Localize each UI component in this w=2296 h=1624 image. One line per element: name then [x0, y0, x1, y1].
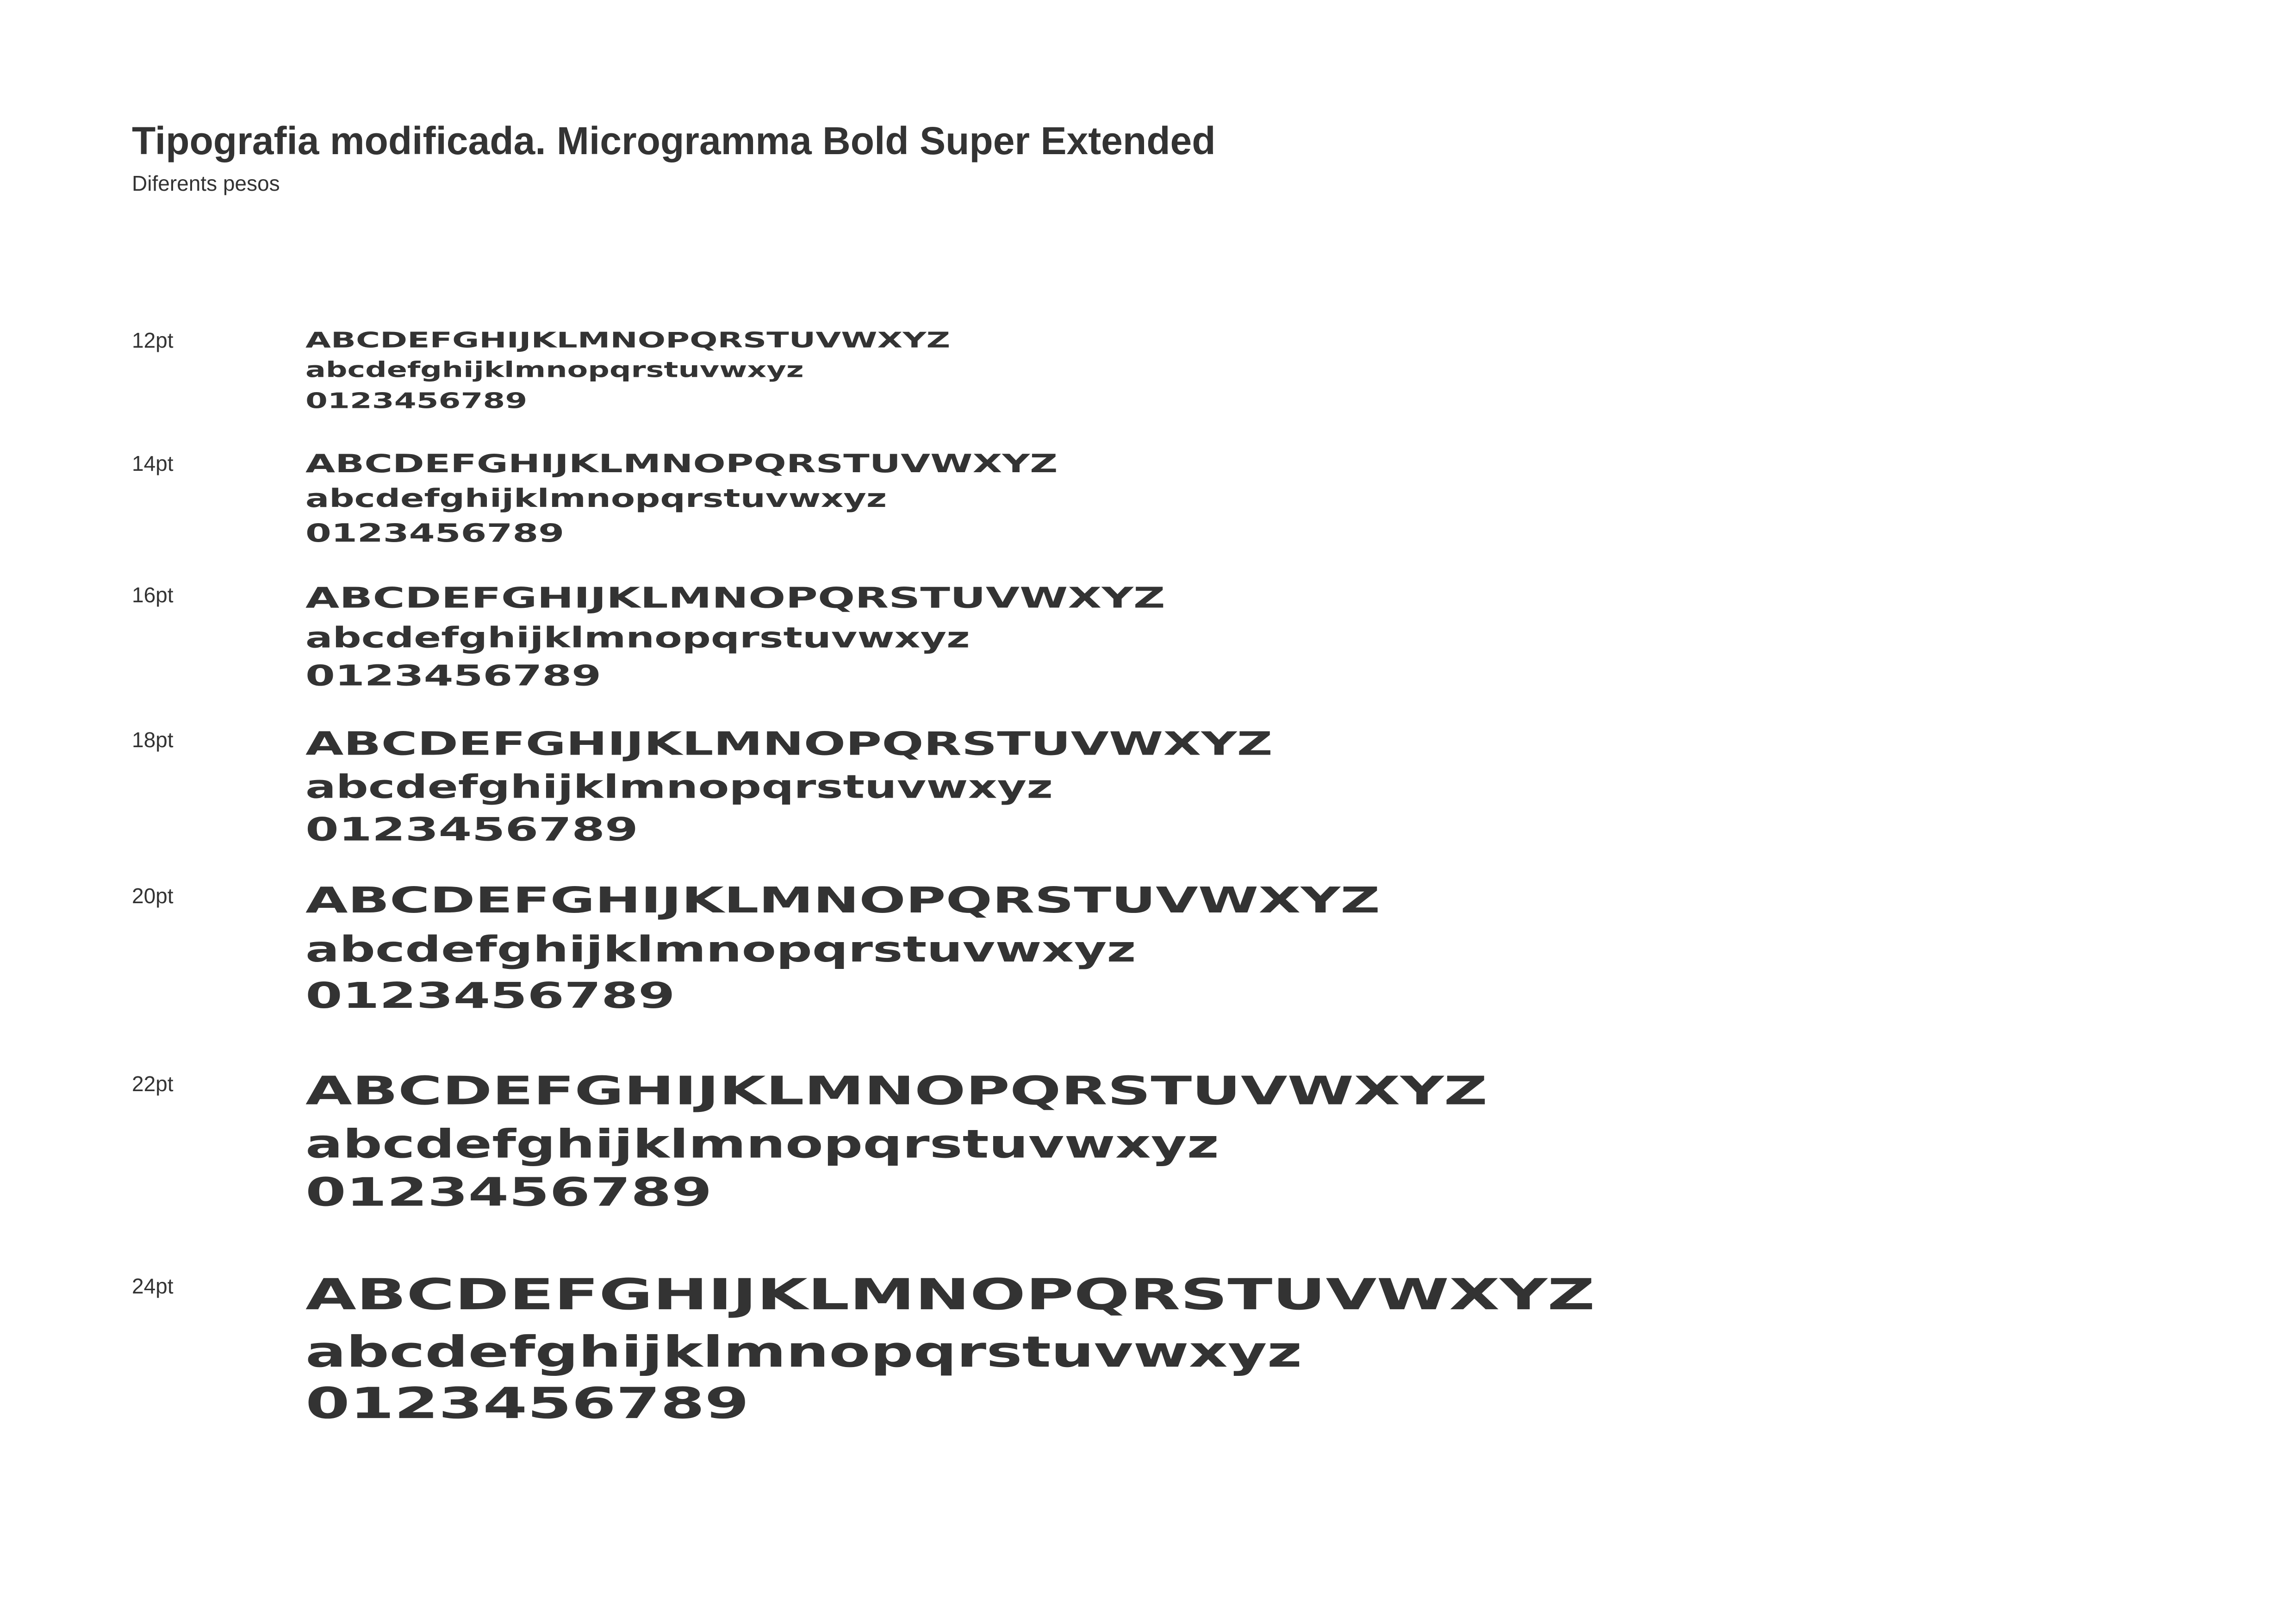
size-label-14pt: 14pt: [132, 451, 174, 475]
specimen-24pt-lowercase: abcdefghijklmnopqrstuvwxyz: [305, 1327, 1302, 1377]
specimen-18pt-digits: 0123456789: [305, 811, 638, 848]
specimen-12pt-lowercase: abcdefghijklmnopqrstuvwxyz: [305, 357, 804, 382]
specimen-18pt-uppercase: ABCDEFGHIJKLMNOPQRSTUVWXYZ: [305, 725, 1273, 762]
specimen-20pt-lowercase: abcdefghijklmnopqrstuvwxyz: [305, 928, 1136, 970]
specimen-22pt-digits: 0123456789: [305, 1170, 712, 1216]
size-label-22pt: 22pt: [132, 1072, 174, 1096]
specimen-14pt-digits: 0123456789: [305, 518, 565, 548]
page-subtitle: Diferents pesos: [132, 171, 280, 195]
size-label-24pt: 24pt: [132, 1274, 174, 1298]
specimen-18pt-lowercase: abcdefghijklmnopqrstuvwxyz: [305, 768, 1053, 806]
specimen-14pt-uppercase: ABCDEFGHIJKLMNOPQRSTUVWXYZ: [305, 449, 1058, 479]
size-label-16pt: 16pt: [132, 583, 174, 607]
specimen-20pt-digits: 0123456789: [305, 974, 675, 1017]
specimen-16pt-uppercase: ABCDEFGHIJKLMNOPQRSTUVWXYZ: [305, 581, 1165, 615]
specimen-16pt-digits: 0123456789: [305, 659, 602, 693]
specimen-22pt-lowercase: abcdefghijklmnopqrstuvwxyz: [305, 1122, 1219, 1168]
specimen-24pt-uppercase: ABCDEFGHIJKLMNOPQRSTUVWXYZ: [305, 1269, 1595, 1320]
specimen-14pt-lowercase: abcdefghijklmnopqrstuvwxyz: [305, 484, 887, 513]
size-label-20pt: 20pt: [132, 884, 174, 908]
specimen-24pt-digits: 0123456789: [305, 1378, 749, 1429]
size-label-18pt: 18pt: [132, 728, 174, 752]
specimen-22pt-uppercase: ABCDEFGHIJKLMNOPQRSTUVWXYZ: [305, 1068, 1488, 1114]
specimen-16pt-lowercase: abcdefghijklmnopqrstuvwxyz: [305, 621, 970, 655]
page-title: Tipografia modificada. Microgramma Bold Super Extended: [132, 119, 1216, 162]
specimen-12pt-digits: 0123456789: [305, 388, 528, 413]
size-label-12pt: 12pt: [132, 328, 174, 352]
specimen-12pt-uppercase: ABCDEFGHIJKLMNOPQRSTUVWXYZ: [305, 327, 951, 353]
specimen-20pt-uppercase: ABCDEFGHIJKLMNOPQRSTUVWXYZ: [305, 879, 1380, 921]
